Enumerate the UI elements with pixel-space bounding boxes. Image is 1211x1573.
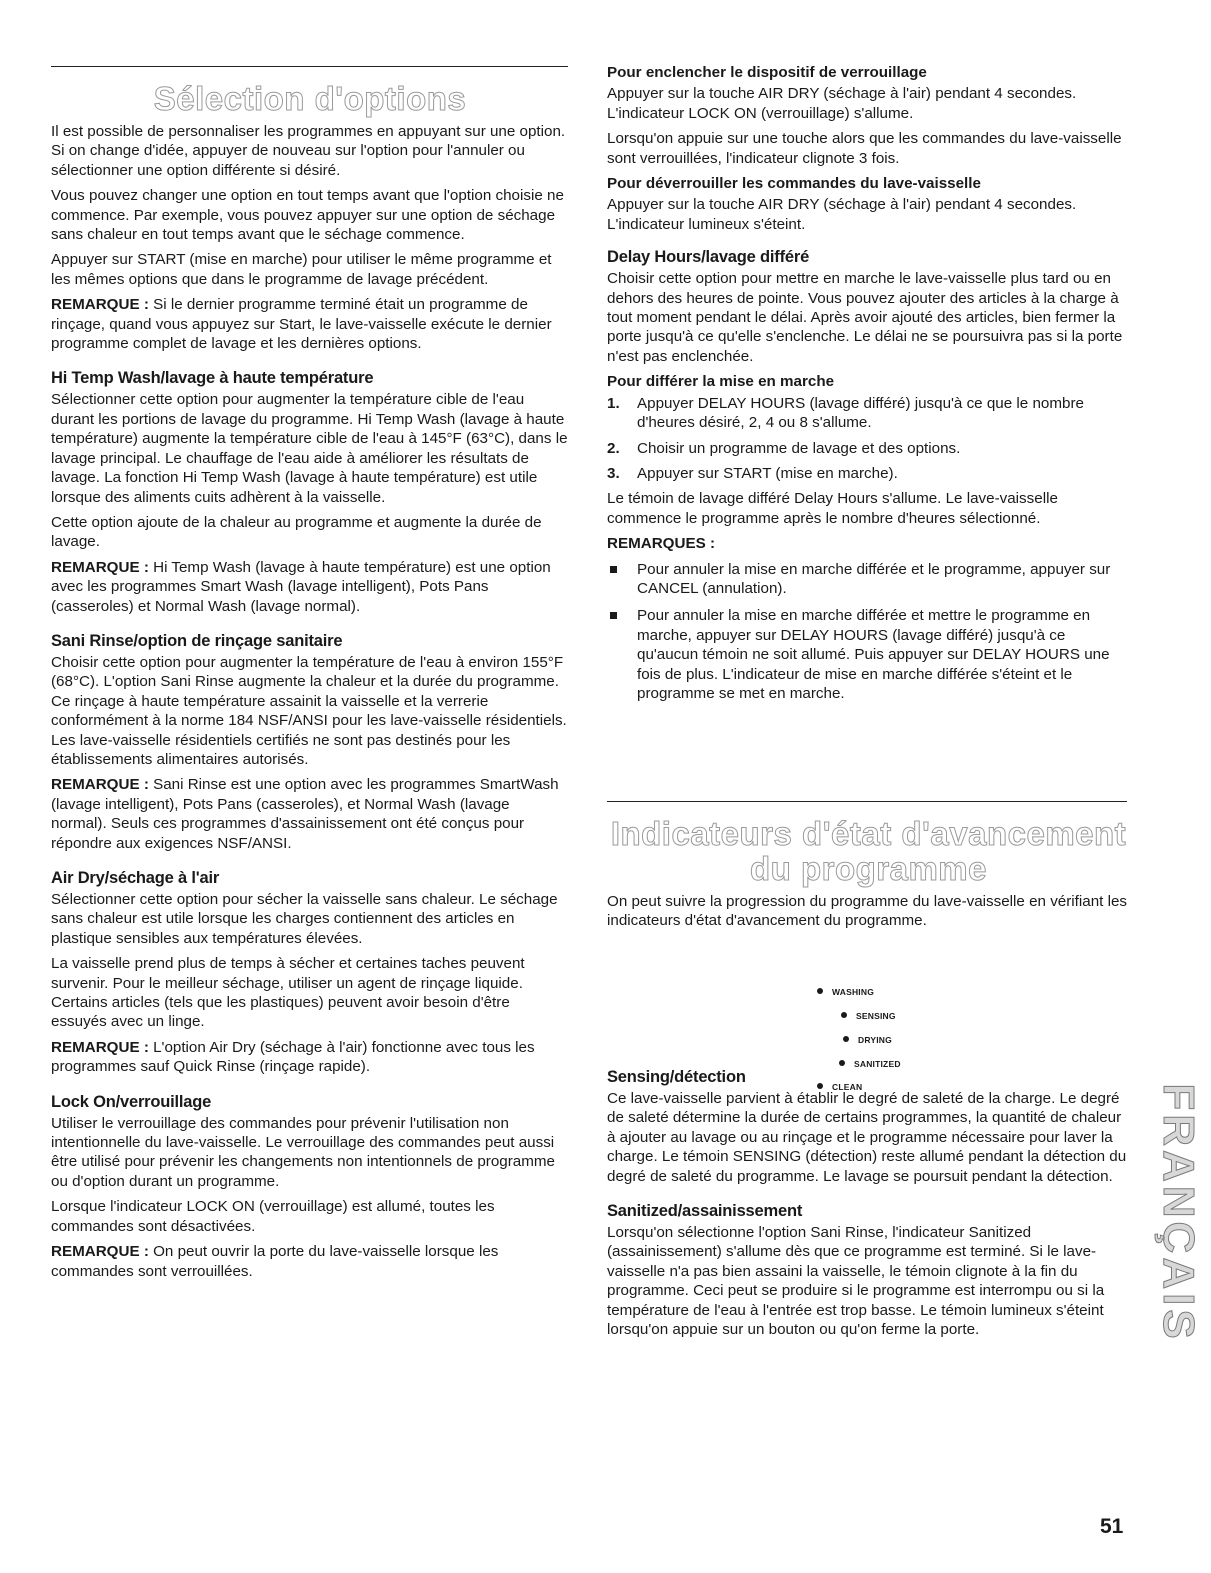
remarques-label: REMARQUES : — [607, 535, 716, 553]
page-number: 51 — [1100, 1515, 1124, 1538]
status-drying — [843, 1035, 892, 1046]
note-label: REMARQUE : — [51, 296, 149, 314]
indicator-dot-icon — [839, 1060, 845, 1066]
status-sensing — [841, 1011, 896, 1022]
delay-paragraph-1: Choisir cette option pour mettre en marche le lave-vaisselle plus tard ou en dehors des heures de pointe. Vous pouvez ajouter des articles à la charge à tout moment pendant le délai. Après avoir ajouté des articles, bien fermer la porte jusqu'à ce qu'elle s'enclenche. Le délai ne se poursuivra pas si la porte n'est pas enclenchée. — [607, 270, 1123, 365]
remarque-text: Pour annuler la mise en marche différée et le programme, appuyer sur CANCEL (annulation). — [637, 560, 1111, 597]
status-title-line-1: Indicateurs d'état d'avancement — [610, 815, 1127, 852]
delay-steps — [607, 394, 1130, 484]
delay-paragraph-2: Le témoin de lavage différé Delay Hours s'allume. Le lave-vaisselle commence le programme après le nombre d'heures sélectionné. — [607, 490, 1058, 527]
delay-start-subheading: Pour différer la mise en marche — [607, 373, 835, 391]
lock-paragraph-1: Utiliser le verrouillage des commandes pour prévenir l'utilisation non intentionnelle du lave-vaisselle. Le verrouillage des commandes peut aussi être utilisé pour prévenir les changements non intentionnels de programme ou d'option durant un programme. — [51, 1114, 556, 1190]
step-text: Choisir un programme de lavage et des options. — [637, 439, 961, 457]
remarque-item — [607, 560, 1130, 599]
status-label: SENSING — [856, 1010, 896, 1021]
remarque-text: Pour annuler la mise en marche différée et mettre le programme en marche, appuyer sur DELAY HOURS (lavage différé) jusqu'à ce qu'aucun témoin ne soit allumé. Puis appuyer sur DELAY HOURS une fois de plus. L'indicateur de mise en marche différée s'éteint et le programme se met en marche. — [637, 607, 1110, 702]
note-label: REMARQUE : — [51, 1038, 149, 1056]
indicator-dot-icon — [843, 1036, 849, 1042]
intro-paragraph-2: Vous pouvez changer une option en tout temps avant que l'option choisie ne commence. Par exemple, vous pouvez appuyer sur une option de séchage sans chaleur en tout temps avant que le séchage commence. — [51, 187, 564, 244]
step-number: 1. — [607, 394, 620, 412]
lock-note — [51, 1242, 569, 1281]
airdry-paragraph-1: Sélectionner cette option pour sécher la vaisselle sans chaleur. Le séchage sans chaleur est utile lorsque les charges contiennent des articles en plastique sensibles aux températures élevées. — [51, 891, 558, 947]
unlock-paragraph: Appuyer sur la touche AIR DRY (séchage à l'air) pendant 4 secondes. L'indicateur lumineux s'éteint. — [607, 196, 1077, 233]
airdry-note — [51, 1038, 569, 1077]
intro-note — [51, 295, 569, 353]
right-flow-top — [607, 63, 1130, 711]
note-label: REMARQUE : — [51, 776, 149, 794]
sani-paragraph-1: Choisir cette option pour augmenter la température de l'eau à environ 155°F (68°C). L'option Sani Rinse augmente la chaleur et la durée du programme. Ce rinçage à haute température assainit la vaisselle et la verrerie conformément à la norme 184 NSF/ANSI pour les lave-vaisselle résidentiels. Les lave-vaisselle résidentiels certifiés ne sont pas destinés pour les établissements alimentaires autorisés. — [51, 653, 567, 768]
intro-paragraph-3: Appuyer sur START (mise en marche) pour utiliser le même programme et les mêmes options que dans le programme de lavage précédent. — [51, 251, 552, 288]
status-label: WASHING — [832, 986, 875, 997]
engage-paragraph-2: Lorsqu'on appuie sur une touche alors que les commandes du lave-vaisselle sont verrouillées, l'indicateur clignote 3 fois. — [607, 130, 1122, 167]
sanitized-heading: Sanitized/assainissement — [607, 1202, 803, 1221]
note-label: REMARQUE : — [51, 558, 149, 576]
step-text: Appuyer sur START (mise en marche). — [637, 464, 898, 482]
bullet-square-icon — [610, 566, 617, 573]
status-label: DRYING — [858, 1034, 892, 1045]
airdry-heading: Air Dry/séchage à l'air — [51, 869, 220, 887]
status-washing — [817, 987, 874, 998]
right-flow-end — [607, 1067, 1130, 1345]
status-label: CLEAN — [832, 1081, 863, 1092]
bullet-square-icon — [610, 612, 617, 619]
hitemp-paragraph-1: Sélectionner cette option pour augmenter la température cible de l'eau durant les portions de lavage du programme. Hi Temp Wash (lavage à haute température) augmente la température cible de l'eau à 145°F (63°C), dans le lavage principal. Le chauffage de l'eau aide à améliorer les résultats de lavage. La fonction Hi Temp Wash (lavage à haute température) est utile lorsque des aliments cuits adhèrent à la vaisselle. — [51, 391, 568, 506]
note-label: REMARQUE : — [51, 1243, 149, 1261]
step-number: 3. — [607, 464, 620, 482]
note-text: Si le dernier programme terminé était un programme de rinçage, quand vous appuyez sur Start, le lave-vaisselle exécute le dernier programme complet de lavage et les dernières options. — [51, 296, 552, 353]
options-title: Sélection d'options — [153, 80, 467, 117]
delay-step — [607, 464, 1130, 483]
step-text: Appuyer DELAY HOURS (lavage différé) jusqu'à ce que le nombre d'heures désiré, 2, 4 ou 8 s'allume. — [637, 394, 1084, 432]
lock-paragraph-2: Lorsque l'indicateur LOCK ON (verrouillage) est allumé, toutes les commandes sont désactivées. — [51, 1198, 495, 1235]
indicator-dot-icon — [841, 1012, 847, 1018]
status-title-line-2: du programme — [749, 850, 988, 887]
remarques-list — [607, 560, 1130, 704]
sensing-paragraph: Ce lave-vaisselle parvient à établir le degré de saleté de la charge. Le degré de saleté détermine la durée de certains programmes, la quantité de chaleur à ajouter au lavage ou au rinçage et le programme nécessaire pour laver la charge. Le témoin SENSING (détection) reste allumé pendant la détection du degré de saleté du programme. Le lavage se poursuit pendant la détection. — [607, 1090, 1127, 1185]
right-mid-rule — [607, 801, 1127, 802]
lock-heading: Lock On/verrouillage — [51, 1092, 212, 1111]
note-text: Hi Temp Wash (lavage à haute température) est une option avec les programmes Smart Wash (lavage intelligent), Pots Pans (casseroles) et Normal Wash (lavage normal). — [51, 558, 551, 615]
indicator-dot-icon — [817, 988, 823, 994]
step-number: 2. — [607, 439, 620, 457]
engage-paragraph-1: Appuyer sur la touche AIR DRY (séchage à l'air) pendant 4 secondes. L'indicateur LOCK ON (verrouillage) s'allume. — [607, 85, 1077, 122]
sani-heading: Sani Rinse/option de rinçage sanitaire — [51, 631, 343, 650]
intro-paragraph-1: Il est possible de personnaliser les programmes en appuyant sur une option. Si on change d'idée, appuyer de nouveau sur l'option pour l'annuler ou sélectionner une option différente si désiré. — [51, 123, 566, 179]
sensing-heading: Sensing/détection — [607, 1068, 746, 1086]
unlock-heading: Pour déverrouiller les commandes du lave-vaisselle — [607, 175, 981, 193]
status-label: SANITIZED — [854, 1058, 901, 1069]
left-flow — [51, 122, 569, 1287]
note-text: On peut ouvrir la porte du lave-vaisselle lorsque les commandes sont verrouillées. — [51, 1243, 499, 1280]
side-tab-label: FRANÇAIS — [1154, 1083, 1203, 1343]
hitemp-note — [51, 558, 569, 616]
note-text: Sani Rinse est une option avec les programmes SmartWash (lavage intelligent), Pots Pans (casseroles), et Normal Wash (lavage normal). Seuls ces programmes d'assainissement ont été conçus pour répondre aux exigences NSF/ANSI. — [51, 776, 559, 852]
engage-lock-heading: Pour enclencher le dispositif de verrouillage — [607, 64, 927, 81]
note-text: L'option Air Dry (séchage à l'air) fonctionne avec tous les programmes sauf Quick Rinse (rinçage rapide). — [51, 1038, 535, 1076]
delay-step — [607, 439, 1130, 458]
delay-heading: Delay Hours/lavage différé — [607, 248, 810, 267]
language-side-tab — [1153, 1078, 1203, 1348]
sanitized-paragraph: Lorsqu'on sélectionne l'option Sani Rinse, l'indicateur Sanitized (assainissement) s'allume dès que ce programme est terminé. Si le lave-vaisselle n'a pas bien assaini la vaisselle, le témoin clignote à la fin du programme. Ceci peut se produire si le programme est interrompu ou si la température de l'eau à l'entrée est trop basse. Le témoin lumineux s'éteint lorsqu'on appuie sur un bouton ou qu'on ferme la porte. — [607, 1224, 1105, 1339]
delay-step — [607, 394, 1130, 433]
status-paragraph: On peut suivre la progression du programme du lave-vaisselle en vérifiant les indicateurs d'état d'avancement du programme. — [607, 893, 1128, 930]
remarque-item — [607, 606, 1130, 703]
hitemp-heading: Hi Temp Wash/lavage à haute température — [51, 369, 374, 388]
sani-note — [51, 775, 569, 853]
hitemp-paragraph-2: Cette option ajoute de la chaleur au programme et augmente la durée de lavage. — [51, 513, 542, 551]
airdry-paragraph-2: La vaisselle prend plus de temps à sécher et certaines taches peuvent survenir. Pour le meilleur séchage, utiliser un agent de rinçage liquide. Certains articles (tels que les plastiques) peuvent avoir besoin d'être essuyés avec un linge. — [51, 955, 525, 1031]
left-top-rule — [51, 66, 568, 67]
